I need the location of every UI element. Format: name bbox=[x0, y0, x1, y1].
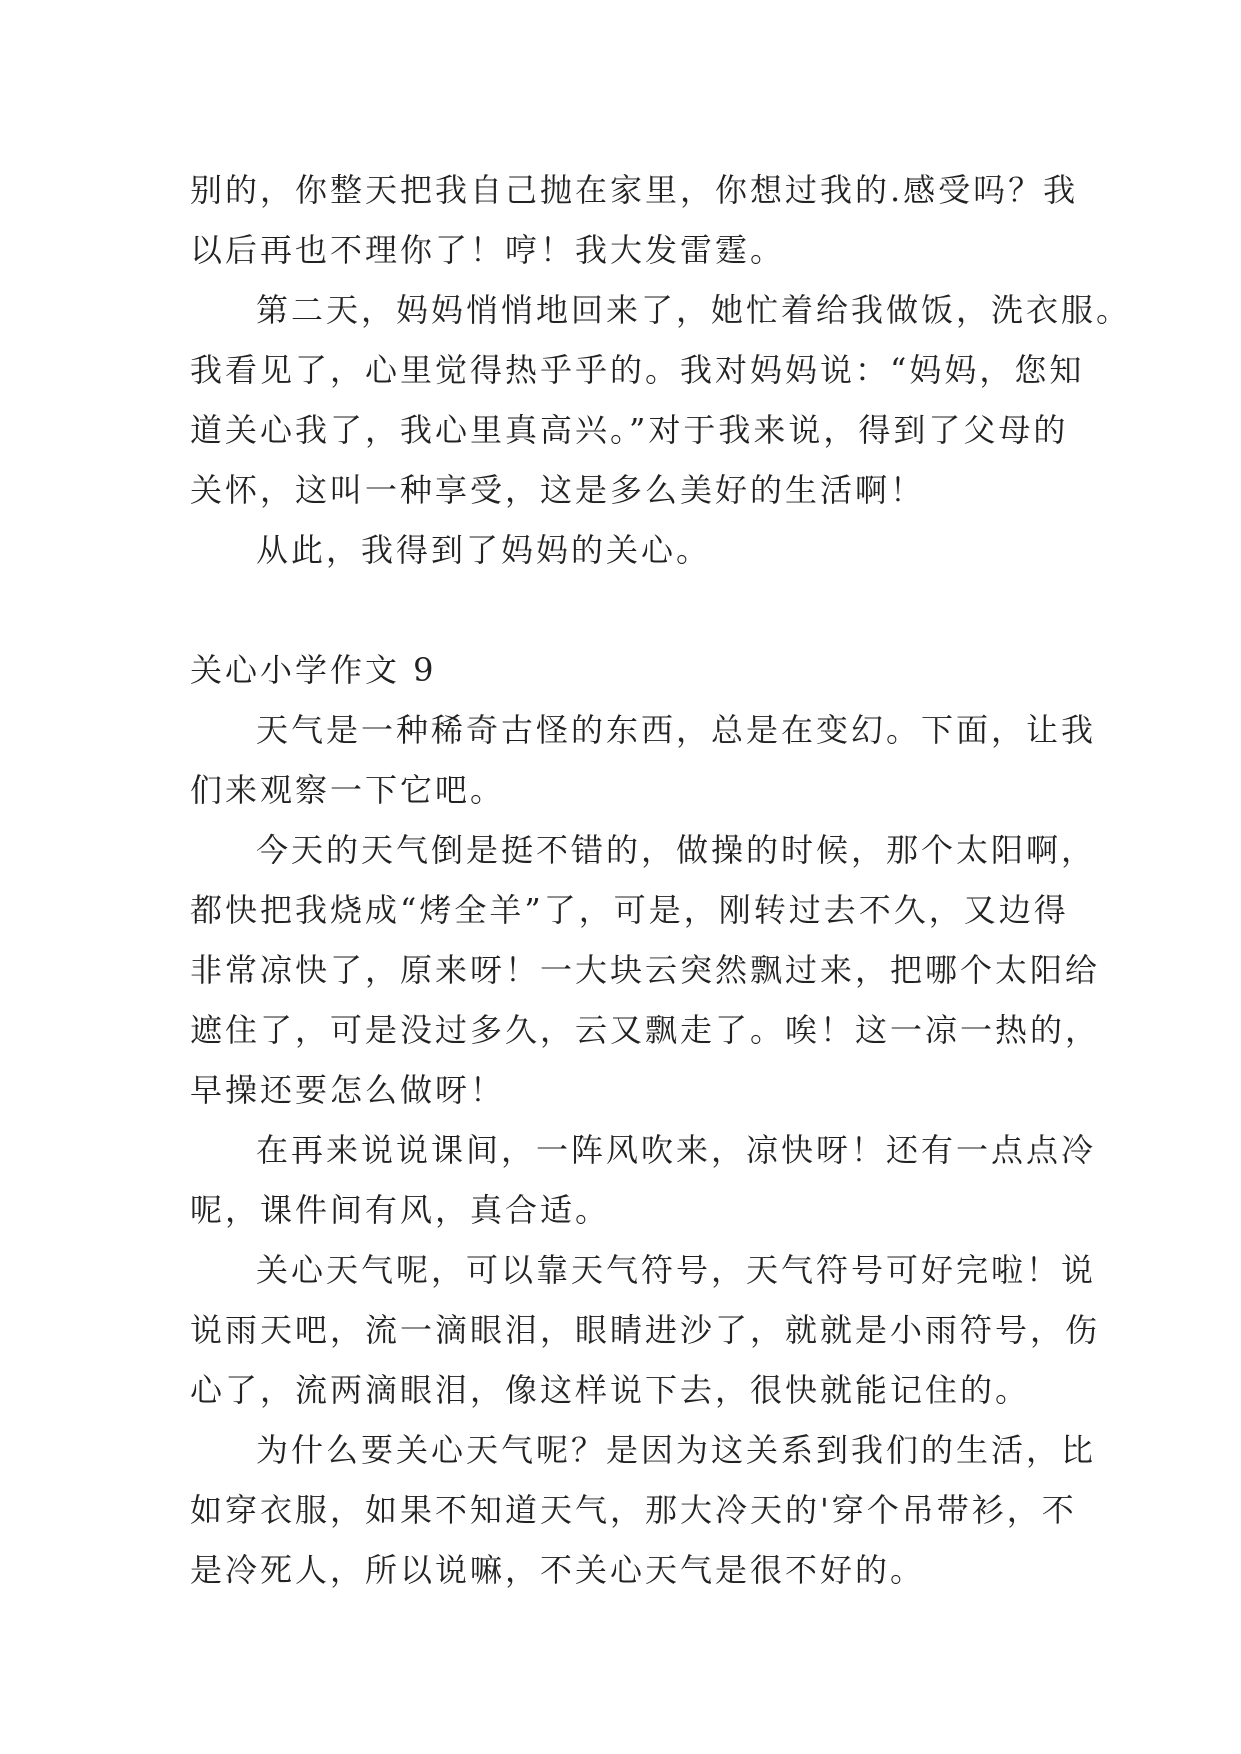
paragraph-start: 在再来说说课间，一阵风吹来，凉快呀！还有一点点冷 bbox=[256, 1131, 1097, 1169]
paragraph-start: 为什么要关心天气呢？是因为这关系到我们的生活，比 bbox=[256, 1431, 1097, 1469]
text-line: 我看见了，心里觉得热乎乎的。我对妈妈说：“妈妈，您知 bbox=[190, 351, 1085, 389]
paragraph-start: 第二天，妈妈悄悄地回来了，她忙着给我做饭，洗衣服。 bbox=[256, 291, 1132, 329]
document-page bbox=[190, 160, 1132, 1600]
paragraph-start: 天气是一种稀奇古怪的东西，总是在变幻。下面，让我 bbox=[256, 711, 1097, 749]
text-line: 别的，你整天把我自己抛在家里，你想过我的.感受吗？我 bbox=[190, 171, 1079, 209]
text-line: 呢，课件间有风，真合适。 bbox=[190, 1191, 611, 1229]
section-spacer bbox=[190, 580, 1060, 640]
text-line: 如穿衣服，如果不知道天气，那大冷天的'穿个吊带衫，不 bbox=[190, 1491, 1077, 1529]
text-line: 早操还要怎么做呀！ bbox=[190, 1071, 506, 1109]
text-line: 们来观察一下它吧。 bbox=[190, 771, 506, 809]
text-line: 以后再也不理你了！哼！我大发雷霆。 bbox=[190, 231, 786, 269]
paragraph-start: 今天的天气倒是挺不错的，做操的时候，那个太阳啊， bbox=[256, 831, 1097, 869]
paragraph-start: 关心天气呢，可以靠天气符号，天气符号可好完啦！说 bbox=[256, 1251, 1097, 1289]
text-line: 关怀，这叫一种享受，这是多么美好的生活啊！ bbox=[190, 471, 926, 509]
section-title: 关心小学作文 9 bbox=[190, 651, 437, 689]
text-line: 遮住了，可是没过多久，云又飘走了。唉！这一凉一热的， bbox=[190, 1011, 1101, 1049]
text-line: 心了，流两滴眼泪，像这样说下去，很快就能记住的。 bbox=[190, 1371, 1031, 1409]
text-line: 说雨天吧，流一滴眼泪，眼睛进沙了，就就是小雨符号，伤 bbox=[190, 1311, 1101, 1349]
text-line: 是冷死人，所以说嘛，不关心天气是很不好的。 bbox=[190, 1551, 926, 1589]
text-line: 都快把我烧成“烤全羊”了，可是，刚转过去不久，又边得 bbox=[190, 891, 1069, 929]
text-line: 道关心我了，我心里真高兴。”对于我来说，得到了父母的 bbox=[190, 411, 1069, 449]
text-line: 非常凉快了，原来呀！一大块云突然飘过来，把哪个太阳给 bbox=[190, 951, 1101, 989]
paragraph-start: 从此，我得到了妈妈的关心。 bbox=[256, 531, 712, 569]
